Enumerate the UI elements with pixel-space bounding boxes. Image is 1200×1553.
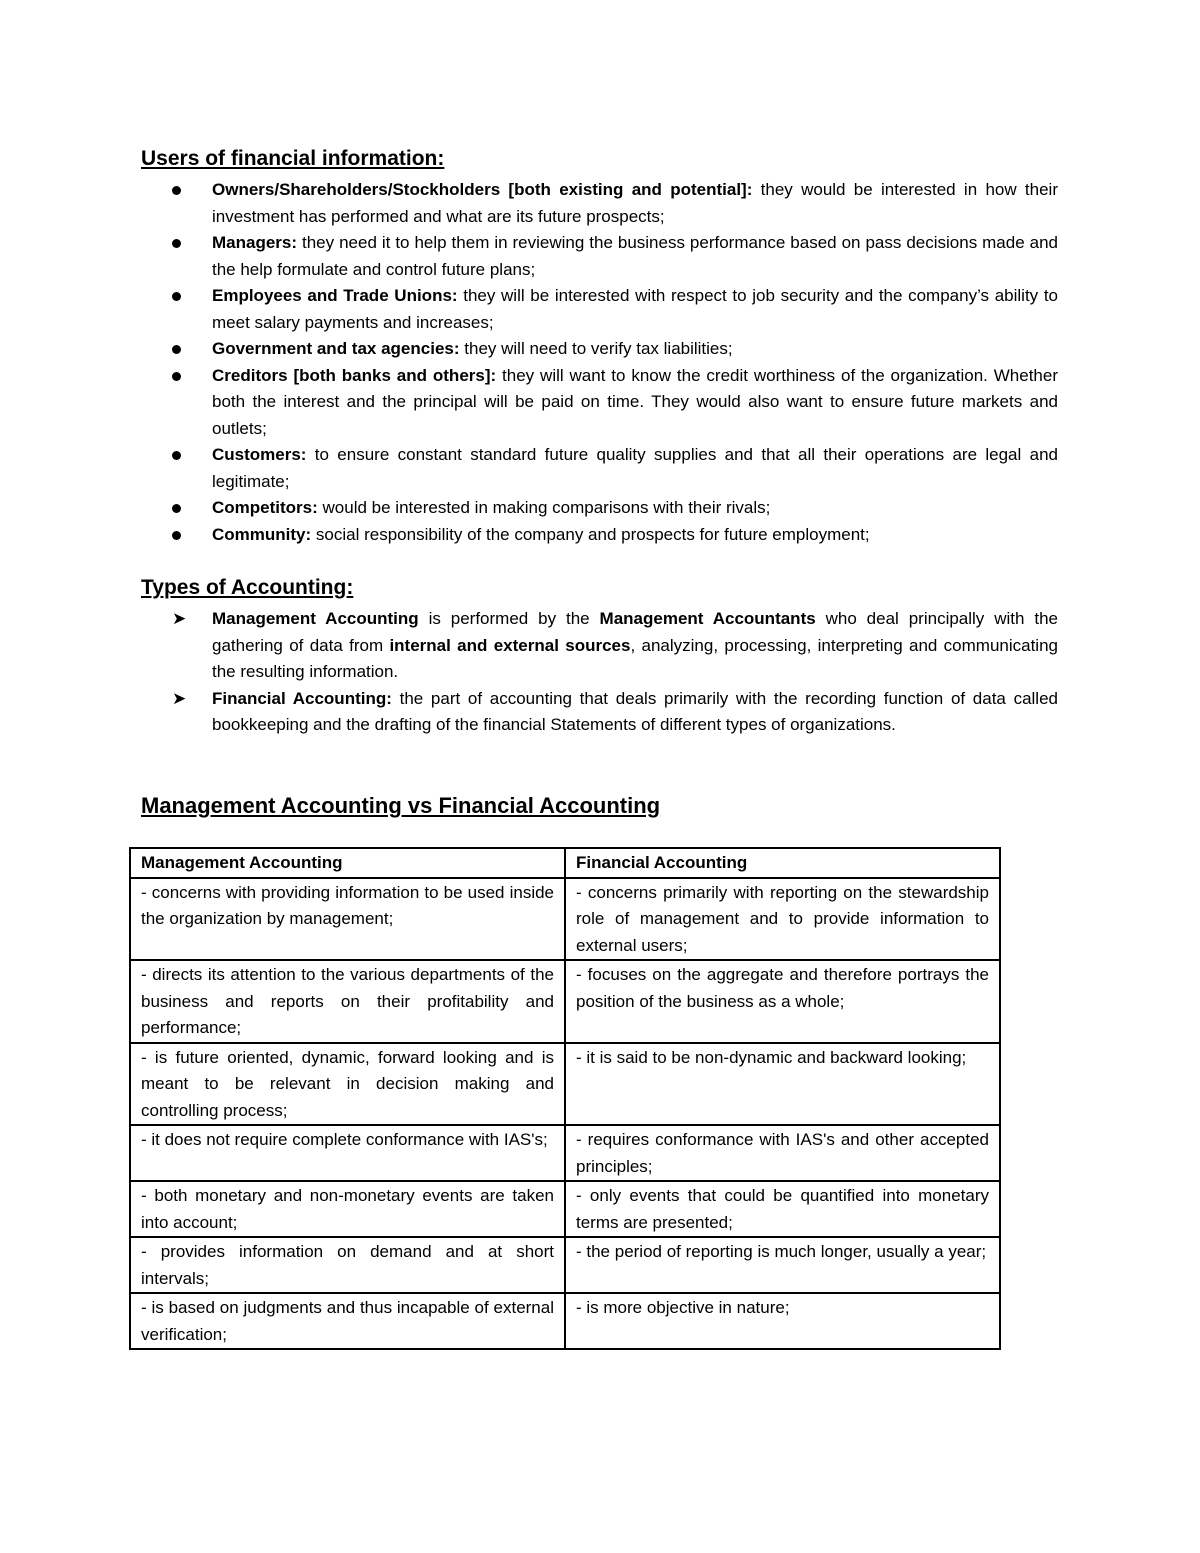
list-item bbox=[0, 522, 1200, 549]
table-cell: - provides information on demand and at short intervals; bbox=[130, 1237, 565, 1293]
list-item bbox=[0, 363, 1200, 443]
item-emphasis: Management Accountants bbox=[599, 609, 816, 628]
users-list bbox=[0, 177, 1200, 548]
bullet-icon bbox=[172, 451, 181, 460]
item-label: Employees and Trade Unions: bbox=[212, 286, 458, 305]
table-cell: - only events that could be quantified into monetary terms are presented; bbox=[565, 1181, 1000, 1237]
bullet-icon bbox=[172, 292, 181, 301]
item-text: they will want to know the credit worthiness of the organization. Whether both the interest and the principal will be paid on time. They would also want to ensure future markets and outlets; bbox=[212, 365, 1058, 438]
column-header: Financial Accounting bbox=[565, 848, 1000, 878]
table-cell: - requires conformance with IAS's and other accepted principles; bbox=[565, 1125, 1000, 1181]
item-label: Customers: bbox=[212, 445, 307, 464]
bullet-icon bbox=[172, 531, 181, 540]
table-row bbox=[130, 878, 1000, 961]
item-emphasis: internal and external sources bbox=[389, 635, 631, 655]
item-label: Management Accounting bbox=[212, 609, 419, 628]
arrow-bullet-icon: ➤ bbox=[172, 688, 187, 708]
item-label: Competitors: bbox=[212, 498, 318, 517]
column-header: Management Accounting bbox=[130, 848, 565, 878]
table-header-row bbox=[130, 848, 1000, 878]
item-label: Managers: bbox=[212, 233, 298, 252]
list-item bbox=[0, 495, 1200, 522]
list-item bbox=[0, 230, 1200, 283]
table-cell: - concerns primarily with reporting on the stewardship role of management and to provide information to external users; bbox=[565, 878, 1000, 961]
table-row bbox=[130, 1125, 1000, 1181]
list-item bbox=[0, 442, 1200, 495]
table-cell: - both monetary and non-monetary events are taken into account; bbox=[130, 1181, 565, 1237]
item-text: they will be interested with respect to job security and the company’s ability to meet salary payments and increases; bbox=[212, 286, 1058, 332]
table-cell: - the period of reporting is much longer, usually a year; bbox=[565, 1237, 1000, 1293]
bullet-icon bbox=[172, 345, 181, 354]
table-cell: - directs its attention to the various departments of the business and reports on their profitability and performance; bbox=[130, 960, 565, 1043]
item-text: to ensure constant standard future quality supplies and that all their operations are legal and legitimate; bbox=[212, 445, 1058, 491]
arrow-bullet-icon: ➤ bbox=[172, 609, 187, 628]
table-cell: - is based on judgments and thus incapable of external verification; bbox=[130, 1293, 565, 1349]
item-label: Government and tax agencies: bbox=[212, 339, 460, 358]
item-label: Owners/Shareholders/Stockholders [both existing and potential]: bbox=[212, 180, 753, 199]
types-heading: Types of Accounting: bbox=[141, 576, 354, 599]
item-text: , analyzing, processing, interpreting and communicating the resulting information. bbox=[212, 635, 1058, 681]
table-cell: - concerns with providing information to be used inside the organization by management; bbox=[130, 878, 565, 961]
table-row bbox=[130, 1043, 1000, 1126]
table-row bbox=[130, 960, 1000, 1043]
table-cell: - is more objective in nature; bbox=[565, 1293, 1000, 1349]
item-text: who deal principally with the gathering of data from bbox=[212, 609, 1058, 655]
table-cell: - focuses on the aggregate and therefore portrays the position of the business as a whole; bbox=[565, 960, 1000, 1043]
list-item bbox=[0, 606, 1200, 686]
bullet-icon bbox=[172, 372, 181, 381]
item-text: they will need to verify tax liabilities; bbox=[464, 339, 733, 358]
item-label: Financial Accounting: bbox=[212, 688, 392, 708]
table-row bbox=[130, 1181, 1000, 1237]
item-text: the part of accounting that deals primarily with the recording function of data called bookkeeping and the drafting of the financial Statements of different types of organizations. bbox=[212, 688, 1058, 734]
item-label: Creditors [both banks and others]: bbox=[212, 365, 497, 385]
table-cell: - it is said to be non-dynamic and backward looking; bbox=[565, 1043, 1000, 1126]
table-row bbox=[130, 1293, 1000, 1349]
comparison-heading: Management Accounting vs Financial Accounting bbox=[141, 793, 661, 818]
item-label: Community: bbox=[212, 524, 312, 544]
types-list bbox=[0, 606, 1200, 739]
comparison-table bbox=[129, 847, 1001, 1350]
table-row bbox=[130, 1237, 1000, 1293]
item-text: they would be interested in how their investment has performed and what are its future prospects; bbox=[212, 180, 1058, 226]
bullet-icon bbox=[172, 504, 181, 513]
bullet-icon bbox=[172, 186, 181, 195]
table-cell: - is future oriented, dynamic, forward looking and is meant to be relevant in decision making and controlling process; bbox=[130, 1043, 565, 1126]
item-text: would be interested in making comparisons with their rivals; bbox=[322, 498, 771, 517]
bullet-icon bbox=[172, 239, 181, 248]
item-text: social responsibility of the company and prospects for future employment; bbox=[315, 524, 870, 544]
list-item bbox=[0, 336, 1200, 363]
list-item bbox=[0, 177, 1200, 230]
item-text: they need it to help them in reviewing the business performance based on pass decisions made and the help formulate and control future plans; bbox=[212, 233, 1058, 279]
item-text: is performed by the bbox=[428, 609, 590, 628]
list-item bbox=[0, 283, 1200, 336]
list-item bbox=[0, 686, 1200, 739]
users-heading: Users of financial information: bbox=[141, 147, 445, 170]
table-cell: - it does not require complete conformance with IAS's; bbox=[130, 1125, 565, 1181]
